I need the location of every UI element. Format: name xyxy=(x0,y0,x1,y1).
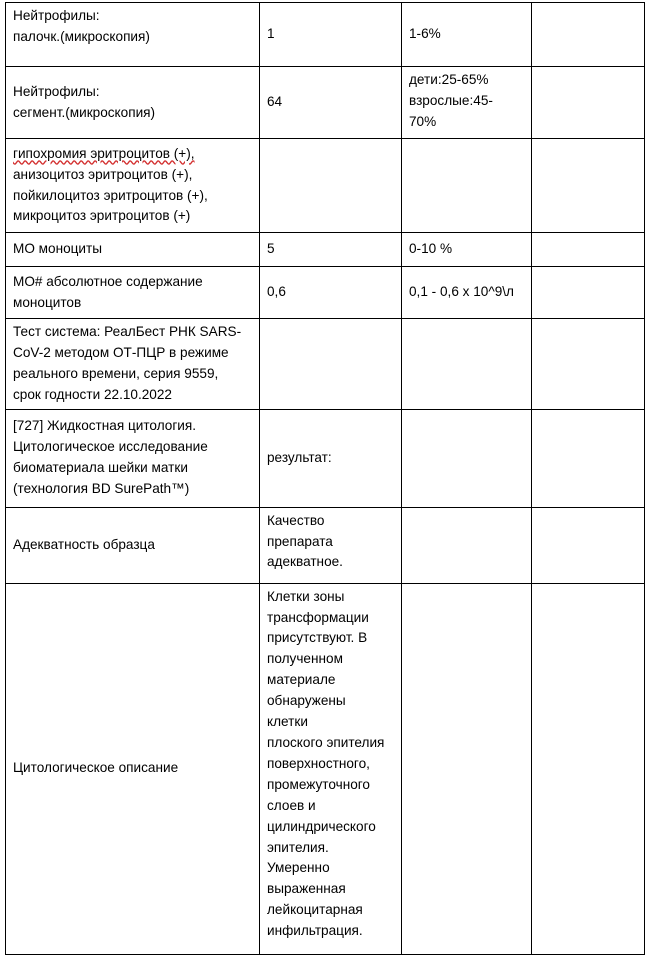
table-row xyxy=(6,409,645,507)
row-value: 0,6 xyxy=(260,267,402,319)
table-row xyxy=(6,3,645,67)
row-extra xyxy=(532,3,645,67)
row-value: Качество препарата адекватное. xyxy=(260,507,402,583)
row-value: Клетки зоны трансформации присутствуют. В полученном материале обнаружены клетки плоского эпителия поверхностного, промежуточного слоев и цилиндрического эпителия. Умеренно выраженная лейкоцитарная инфильтрация. xyxy=(260,583,402,954)
lab-results-table xyxy=(5,2,645,955)
row-name: [727] Жидкостная цитология. Цитологическое исследование биоматериала шейки матки (технология BD SurePath™) xyxy=(6,409,260,507)
row-name: Адекватность образца xyxy=(6,507,260,583)
row-reference: 0,1 - 0,6 х 10^9\л xyxy=(402,267,532,319)
row-value: 1 xyxy=(260,3,402,67)
row-reference xyxy=(402,507,532,583)
row-value xyxy=(260,319,402,410)
table-row xyxy=(6,507,645,583)
row-extra xyxy=(532,409,645,507)
row-value xyxy=(260,139,402,233)
row-reference xyxy=(402,139,532,233)
row-reference xyxy=(402,409,532,507)
row-value: 5 xyxy=(260,233,402,267)
table-row xyxy=(6,267,645,319)
row-name: Тест система: РеалБест РНК SARS- CoV-2 методом ОТ-ПЦР в режиме реального времени, серия 9559, срок годности 22.10.2022 xyxy=(6,319,260,410)
row-reference xyxy=(402,319,532,410)
table-row xyxy=(6,139,645,233)
row-reference xyxy=(402,583,532,954)
row-reference: дети:25-65% взрослые:45- 70% xyxy=(402,67,532,139)
row-reference: 1-6% xyxy=(402,3,532,67)
row-name: МО моноциты xyxy=(6,233,260,267)
table-row xyxy=(6,319,645,410)
table-row xyxy=(6,233,645,267)
row-extra xyxy=(532,139,645,233)
row-extra xyxy=(532,507,645,583)
row-extra xyxy=(532,267,645,319)
row-value: 64 xyxy=(260,67,402,139)
row-extra xyxy=(532,233,645,267)
row-extra xyxy=(532,583,645,954)
row-name: Нейтрофилы: сегмент.(микроскопия) xyxy=(6,67,260,139)
row-reference: 0-10 % xyxy=(402,233,532,267)
row-extra xyxy=(532,319,645,410)
row-name: МО# абсолютное содержание моноцитов xyxy=(6,267,260,319)
row-name: гипохромия эритроцитов (+), анизоцитоз эритроцитов (+), пойкилоцитоз эритроцитов (+), микроцитоз эритроцитов (+) xyxy=(6,139,260,233)
row-name: Цитологическое описание xyxy=(6,583,260,954)
row-extra xyxy=(532,67,645,139)
row-value: результат: xyxy=(260,409,402,507)
table-row xyxy=(6,67,645,139)
table-row xyxy=(6,583,645,954)
row-name: Нейтрофилы: палочк.(микроскопия) xyxy=(6,3,260,67)
